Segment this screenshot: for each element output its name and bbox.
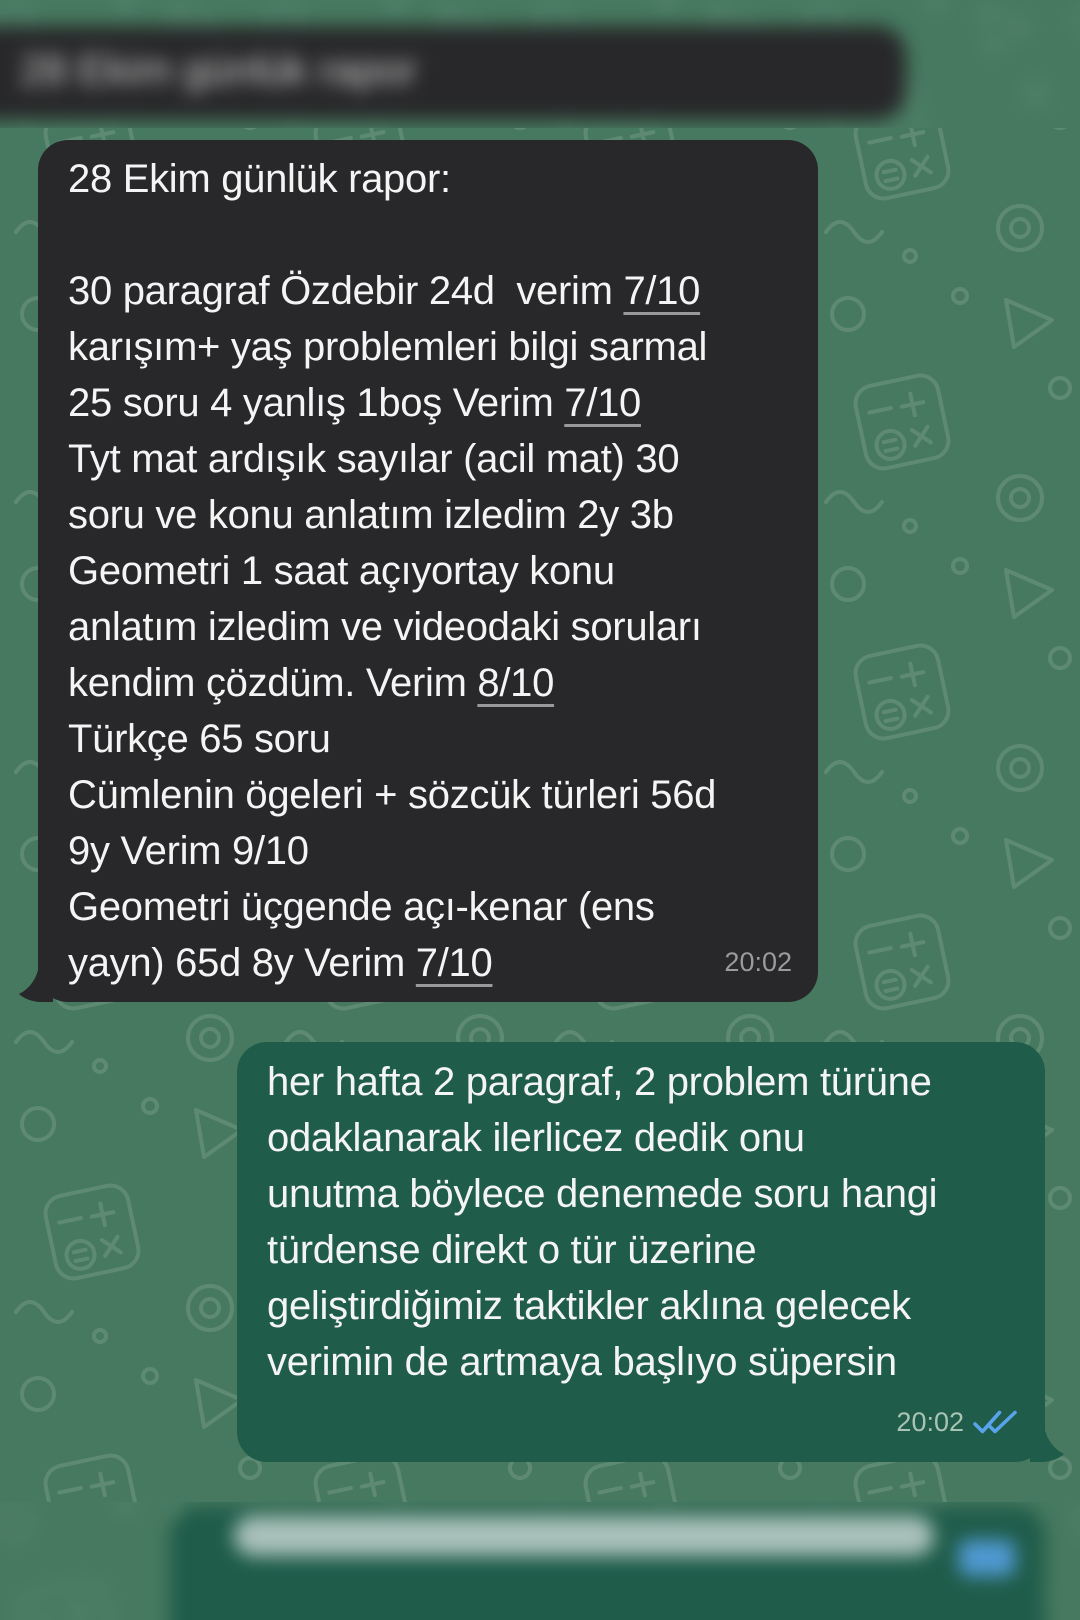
message-line: anlatım izledim ve videodaki soruları <box>68 605 702 649</box>
blurred-top-bubble <box>0 26 906 120</box>
message-line: Tyt mat ardışık sayılar (acil mat) 30 <box>68 437 680 481</box>
message-line: Türkçe 65 soru <box>68 717 331 761</box>
message-line: 30 paragraf Özdebir 24d verim 7/10 <box>68 269 701 313</box>
message-line: türdense direkt o tür üzerine <box>267 1228 757 1272</box>
blurred-bottom-bubble <box>170 1506 1045 1620</box>
message-line: soru ve konu anlatım izledim 2y 3b <box>68 493 674 537</box>
message-line: Geometri üçgende açı-kenar (ens <box>68 885 655 929</box>
outgoing-message-time: 20:02 <box>896 1394 1019 1450</box>
message-line: kendim çözdüm. Verim 8/10 <box>68 661 555 705</box>
underlined-score: 7/10 <box>564 381 641 425</box>
incoming-message-bubble[interactable] <box>38 140 818 1002</box>
message-line: Cümlenin ögeleri + sözcük türleri 56d <box>68 773 717 817</box>
message-line: her hafta 2 paragraf, 2 problem türüne <box>267 1060 932 1104</box>
message-line <box>68 207 790 263</box>
blurred-message-top[interactable] <box>0 0 1080 128</box>
outgoing-message-bubble[interactable] <box>237 1042 1045 1462</box>
incoming-message-text <box>68 151 790 991</box>
blurred-top-text: 28 Ekim günlük rapor <box>20 46 417 93</box>
underlined-score: 7/10 <box>415 941 493 985</box>
blurred-message-bottom[interactable] <box>0 1502 1080 1620</box>
message-line: Geometri 1 saat açıyortay konu <box>68 549 615 593</box>
incoming-bubble-tail <box>19 958 53 1002</box>
outgoing-bubble-tail <box>1030 1418 1064 1462</box>
underlined-score: 8/10 <box>477 661 555 705</box>
message-line: 28 Ekim günlük rapor: <box>68 157 451 201</box>
message-line: karışım+ yaş problemleri bilgi sarmal <box>68 325 708 369</box>
message-line: geliştirdiğimiz taktikler aklına gelecek <box>267 1284 911 1328</box>
message-line: odaklanarak ilerlicez dedik onu <box>267 1116 805 1160</box>
outgoing-message-text <box>267 1054 1017 1390</box>
read-double-check-icon <box>973 1409 1019 1436</box>
message-line: yayn) 65d 8y Verim 7/10 <box>68 941 493 985</box>
message-line: 25 soru 4 yanlış 1boş Verim 7/10 <box>68 381 641 425</box>
blurred-read-ticks-icon <box>959 1540 1015 1576</box>
incoming-message-time: 20:02 <box>724 947 792 977</box>
message-line: unutma böylece denemede soru hangi <box>267 1172 938 1216</box>
message-line: 9y Verim 9/10 <box>68 829 309 873</box>
underlined-score: 7/10 <box>623 269 701 313</box>
message-line: verimin de artmaya başlıyo süpersin <box>267 1340 897 1384</box>
blurred-bottom-text <box>234 1516 934 1556</box>
